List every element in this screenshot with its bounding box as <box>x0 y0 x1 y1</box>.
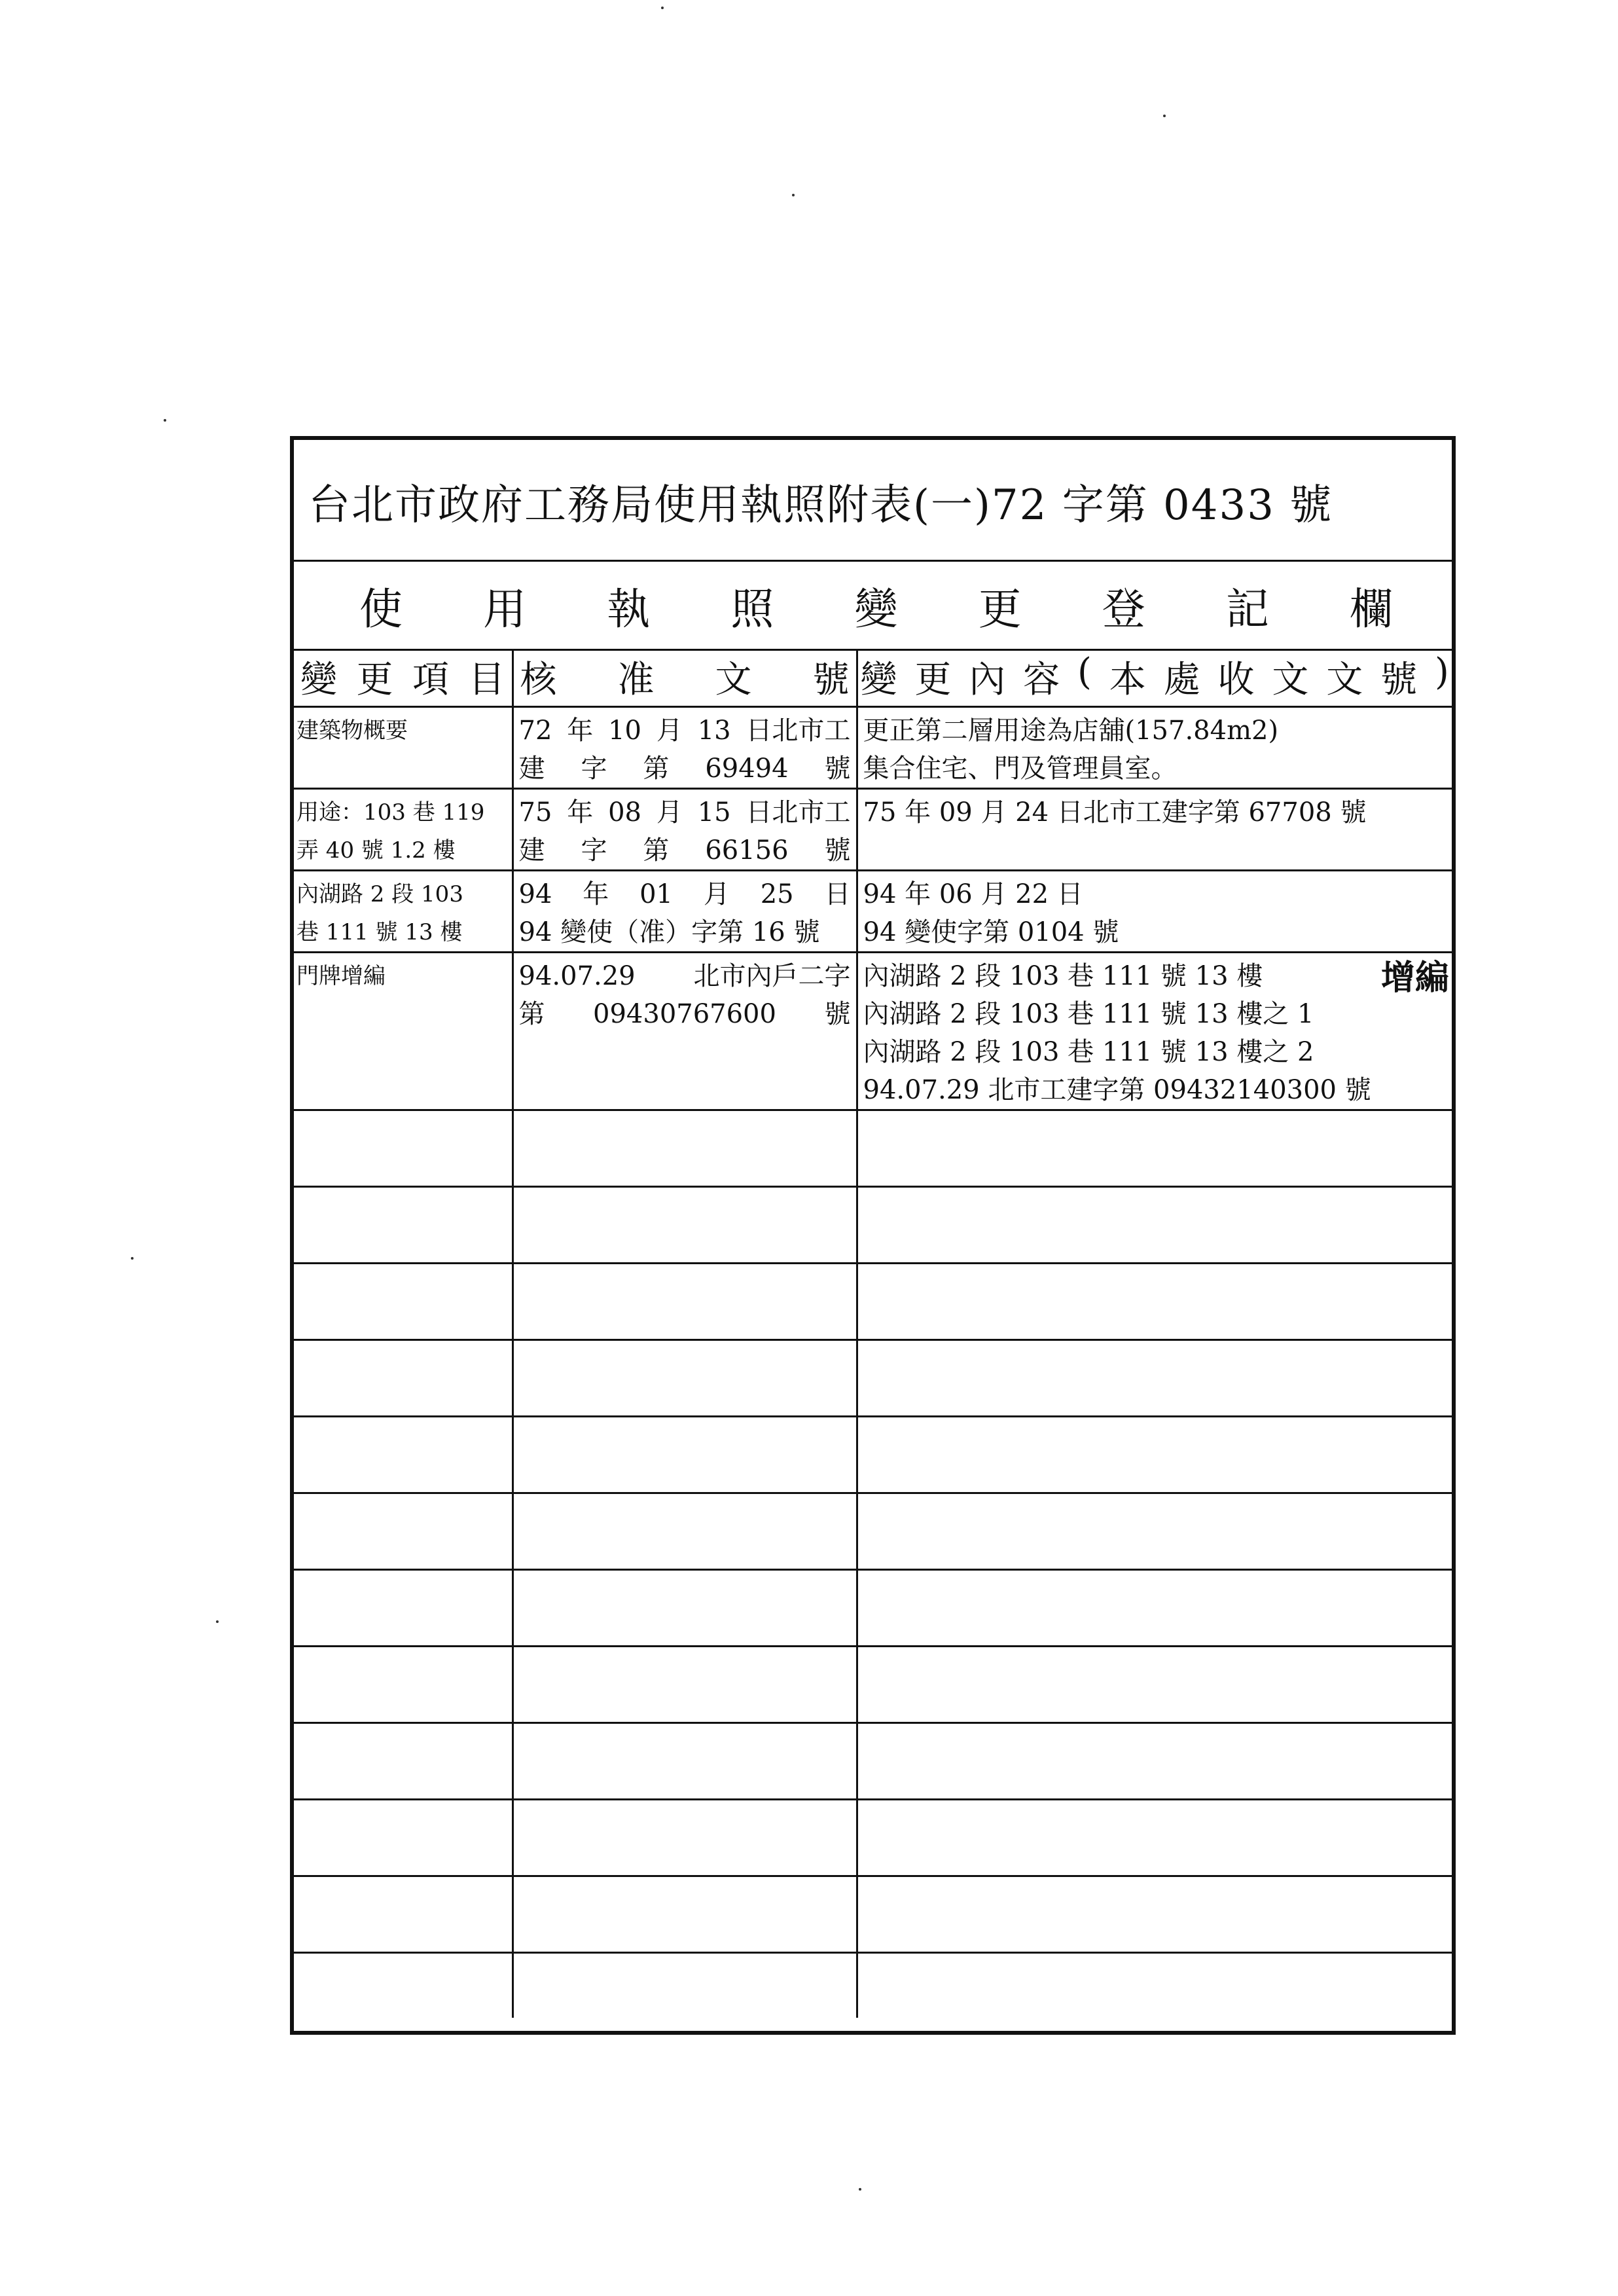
empty-cell <box>857 1264 1452 1340</box>
header-char: 內 <box>969 659 1006 701</box>
usage-permit-change-form <box>290 436 1456 2035</box>
content-line: 更正第二層用途為店舖(157.84m2) <box>863 716 1279 746</box>
scan-speck <box>1163 115 1166 117</box>
header-char: 更 <box>356 659 393 701</box>
heading-char: 變 <box>854 584 898 634</box>
empty-cell <box>512 1264 857 1340</box>
empty-cell <box>512 1953 857 2018</box>
content-line: 75 年 09 月 24 日北市工建字第 67708 號 <box>863 797 1367 828</box>
section-heading <box>294 562 1452 651</box>
empty-row <box>294 1647 1452 1723</box>
empty-cell <box>857 1723 1452 1800</box>
empty-cell <box>857 1570 1452 1647</box>
approval-token: 25 <box>760 879 794 909</box>
approval-cell <box>512 871 857 953</box>
empty-row <box>294 1570 1452 1647</box>
approval-token: 13 <box>697 716 731 746</box>
approval-token: 94 <box>518 879 552 909</box>
empty-cell <box>294 1493 512 1570</box>
content-line-with-stamp <box>863 957 1449 998</box>
header-char: 號 <box>1380 659 1418 701</box>
approval-cell <box>512 789 857 871</box>
empty-cell <box>294 1723 512 1800</box>
approval-line <box>519 712 851 750</box>
content-line: 內湖路 2 段 103 巷 111 號 13 樓之 1 <box>863 999 1314 1029</box>
empty-cell <box>512 1493 857 1570</box>
approval-token: 建 <box>518 754 545 784</box>
empty-cell <box>512 1187 857 1264</box>
item-cell <box>294 871 512 953</box>
approval-token: 號 <box>824 999 851 1029</box>
approval-cell <box>512 953 857 1110</box>
heading-char: 登 <box>1102 584 1145 634</box>
empty-cell <box>294 1800 512 1876</box>
header-char: 文 <box>715 659 752 701</box>
empty-row <box>294 1110 1452 1187</box>
content-line: 94 變使字第 0104 號 <box>863 917 1119 947</box>
approval-token: 第 <box>518 999 545 1029</box>
item-line: 內湖路 2 段 103 <box>297 881 463 907</box>
empty-cell <box>294 1110 512 1187</box>
approval-cell <box>512 707 857 789</box>
header-char: 准 <box>617 659 655 701</box>
empty-cell <box>294 1876 512 1953</box>
empty-cell <box>294 1417 512 1493</box>
empty-cell <box>294 1953 512 2018</box>
empty-cell <box>857 1340 1452 1417</box>
table-row <box>294 871 1452 953</box>
form-title: 台北市政府工務局使用執照附表(一)72 字第 0433 號 <box>308 481 1333 530</box>
item-cell <box>294 707 512 789</box>
header-char: 本 <box>1109 659 1146 701</box>
approval-line <box>519 995 851 1033</box>
approval-token: 月 <box>703 879 730 909</box>
content-line: 集合住宅、門及管理員室。 <box>863 754 1178 784</box>
heading-char: 欄 <box>1350 584 1393 634</box>
approval-token: 09430767600 <box>593 999 776 1029</box>
empty-cell <box>512 1110 857 1187</box>
empty-cell <box>857 1800 1452 1876</box>
approval-token: 字 <box>581 835 607 866</box>
scan-speck <box>216 1620 219 1623</box>
empty-row <box>294 1876 1452 1953</box>
approval-token: 日 <box>824 879 851 909</box>
approval-token: 15 <box>697 797 731 828</box>
empty-row <box>294 1187 1452 1264</box>
header-char: 變 <box>300 659 337 701</box>
empty-row <box>294 1953 1452 2018</box>
added-number-stamp: 增編 <box>1380 958 1449 998</box>
empty-cell <box>857 1876 1452 1953</box>
empty-cell <box>857 1953 1452 2018</box>
header-char: 文 <box>1326 659 1363 701</box>
item-line: 弄 40 號 1.2 樓 <box>297 837 456 864</box>
approval-token: 年 <box>583 879 609 909</box>
approval-line <box>519 793 851 831</box>
header-char: 文 <box>1272 659 1309 701</box>
empty-row <box>294 1800 1452 1876</box>
empty-cell <box>512 1647 857 1723</box>
header-char: ( <box>1077 651 1092 693</box>
approval-line <box>519 957 851 995</box>
approval-token: 年 <box>567 797 594 828</box>
approval-line <box>519 750 851 788</box>
header-char: 核 <box>520 659 557 701</box>
approval-token: 月 <box>656 716 683 746</box>
item-line: 門牌增編 <box>297 963 386 989</box>
empty-cell <box>294 1647 512 1723</box>
header-char: 收 <box>1217 659 1255 701</box>
empty-row <box>294 1417 1452 1493</box>
item-line: 建築物概要 <box>297 718 408 744</box>
approval-token: 10 <box>608 716 641 746</box>
approval-token: 08 <box>608 797 641 828</box>
scan-speck <box>164 419 166 422</box>
empty-cell <box>512 1723 857 1800</box>
header-char: 目 <box>468 659 505 701</box>
column-header-content <box>857 651 1452 707</box>
approval-line <box>519 831 851 869</box>
approval-token: 75 <box>518 797 552 828</box>
content-line: 94.07.29 北市工建字第 09432140300 號 <box>863 1075 1371 1105</box>
heading-char: 照 <box>730 584 774 634</box>
empty-cell <box>857 1110 1452 1187</box>
empty-cell <box>294 1570 512 1647</box>
header-char: 容 <box>1023 659 1060 701</box>
empty-cell <box>512 1876 857 1953</box>
empty-cell <box>512 1340 857 1417</box>
item-line: 巷 111 號 13 樓 <box>297 919 463 945</box>
approval-token: 72 <box>518 716 552 746</box>
empty-cell <box>512 1417 857 1493</box>
column-header-approval <box>512 651 857 707</box>
table-row <box>294 707 1452 789</box>
approval-token: 北市內戶二字 <box>693 961 851 991</box>
empty-row <box>294 1723 1452 1800</box>
content-line: 內湖路 2 段 103 巷 111 號 13 樓 <box>863 961 1263 991</box>
empty-cell <box>857 1493 1452 1570</box>
table-row <box>294 789 1452 871</box>
item-line: 用途：103 巷 119 <box>297 799 485 826</box>
content-cell <box>857 789 1452 871</box>
approval-token: 日北市工 <box>746 716 851 746</box>
approval-line: 94 變使（准）字第 16 號 <box>518 917 820 947</box>
heading-char: 使 <box>359 584 403 634</box>
heading-char: 記 <box>1225 584 1269 634</box>
scan-speck <box>131 1257 134 1260</box>
empty-cell <box>857 1187 1452 1264</box>
empty-cell <box>294 1340 512 1417</box>
approval-token: 第 <box>643 835 670 866</box>
approval-token: 建 <box>518 835 545 866</box>
empty-cell <box>857 1417 1452 1493</box>
header-char: 項 <box>412 659 449 701</box>
header-char: 處 <box>1163 659 1200 701</box>
scan-speck <box>792 194 795 196</box>
item-cell <box>294 789 512 871</box>
content-line: 內湖路 2 段 103 巷 111 號 13 樓之 2 <box>863 1037 1314 1067</box>
header-char: 變 <box>860 659 897 701</box>
item-cell <box>294 953 512 1110</box>
content-line: 94 年 06 月 22 日 <box>863 879 1083 909</box>
empty-cell <box>512 1800 857 1876</box>
table-row <box>294 953 1452 1110</box>
approval-token: 66156 <box>705 835 789 866</box>
empty-row <box>294 1264 1452 1340</box>
approval-token: 69494 <box>705 754 789 784</box>
header-char: 更 <box>914 659 952 701</box>
column-header-item <box>294 651 512 707</box>
empty-row <box>294 1340 1452 1417</box>
heading-char: 更 <box>978 584 1022 634</box>
empty-cell <box>294 1187 512 1264</box>
approval-token: 年 <box>567 716 594 746</box>
approval-token: 日北市工 <box>746 797 851 828</box>
heading-char: 執 <box>607 584 651 634</box>
approval-token: 第 <box>643 754 670 784</box>
scan-speck <box>661 7 664 9</box>
table-header-row <box>294 651 1452 707</box>
header-char: 號 <box>812 659 850 701</box>
content-cell <box>857 871 1452 953</box>
content-cell <box>857 707 1452 789</box>
empty-cell <box>512 1570 857 1647</box>
title-row <box>294 440 1452 562</box>
header-char: ) <box>1434 651 1449 693</box>
empty-row <box>294 1493 1452 1570</box>
scan-speck <box>859 2188 861 2191</box>
approval-token: 字 <box>581 754 607 784</box>
change-record-table <box>294 651 1452 2018</box>
approval-token: 94.07.29 <box>518 961 636 991</box>
content-cell <box>857 953 1452 1110</box>
approval-token: 01 <box>639 879 673 909</box>
approval-token: 月 <box>656 797 683 828</box>
approval-token: 號 <box>824 754 851 784</box>
empty-cell <box>294 1264 512 1340</box>
approval-line <box>519 875 851 913</box>
heading-char: 用 <box>483 584 527 634</box>
empty-cell <box>857 1647 1452 1723</box>
approval-token: 號 <box>824 835 851 866</box>
